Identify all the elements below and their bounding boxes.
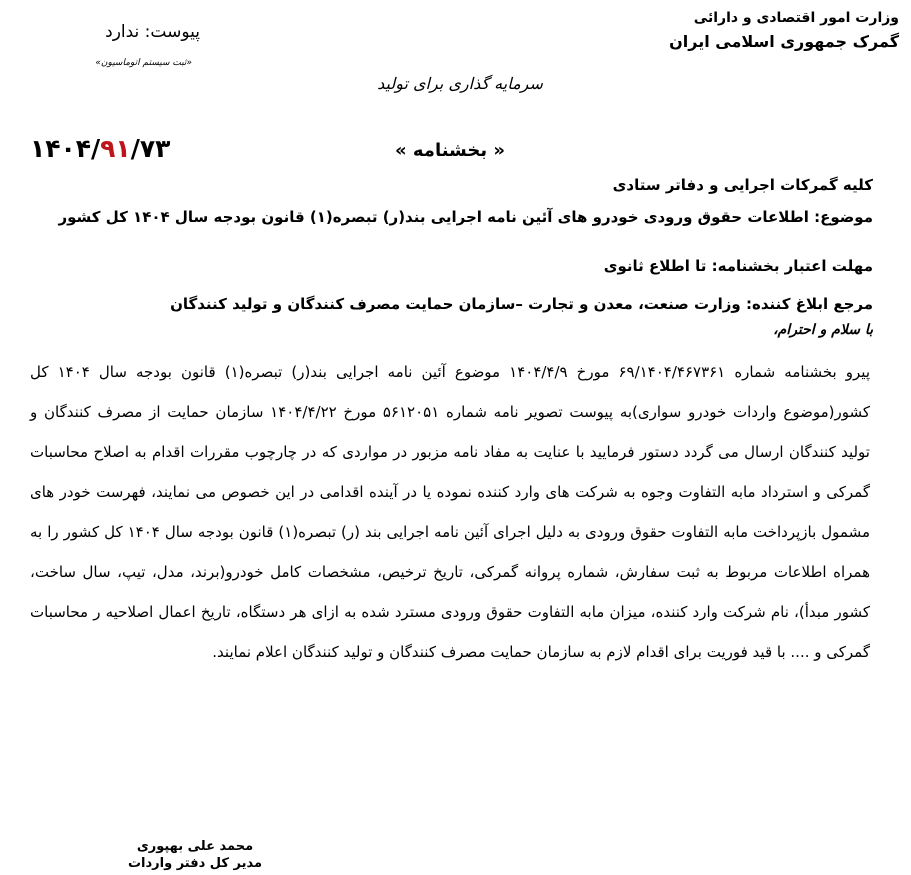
greeting: با سلام و احترام،	[773, 322, 873, 338]
signer-title: مدیر کل دفتر واردات	[127, 856, 263, 871]
circular-number	[30, 134, 170, 163]
reference-line: مرجع ابلاغ کننده: وزارت صنعت، معدن و تجارت –سازمان حمایت مصرف کنندگان و تولید کنندگان	[170, 295, 873, 313]
circular-number-year: ۱۴۰۴/	[30, 134, 101, 163]
ministry-name: وزارت امور اقتصادی و دارائی	[693, 10, 899, 26]
subject-line: موضوع: اطلاعات حقوق ورودی خودرو های آئین نامه اجرایی بند(ر) تبصره(۱) قانون بودجه سال ۱۴۰۴ کل کشور	[58, 208, 873, 226]
signature-block	[120, 838, 270, 872]
attachment-note: پیوست: ندارد	[105, 22, 200, 42]
validity-line: مهلت اعتبار بخشنامه: تا اطلاع ثانوی	[603, 257, 873, 275]
circular-number-code: ۹۱	[100, 134, 131, 163]
circular-title: « بخشنامه »	[394, 140, 505, 161]
slogan: سرمایه گذاری برای تولید	[377, 74, 543, 93]
ministry-header	[669, 6, 899, 54]
recipient-line: کلیه گمرکات اجرایی و دفاتر ستادی	[612, 176, 873, 194]
auto-registration-note: «ثبت سیستم اتوماسیون»	[95, 58, 192, 68]
circular-number-seq: /۷۳	[130, 134, 171, 163]
customs-name: گمرک جمهوری اسلامی ایران	[669, 32, 899, 51]
signer-name: محمد علی بهپوری	[136, 839, 254, 854]
circular-body: پیرو بخشنامه شماره ۶۹/۱۴۰۴/۴۶۷۳۶۱ مورخ ۱۴۰۴/۴/۹ موضوع آئین نامه اجرایی بند(ر) تبصره(۱) قانون بودجه سال ۱۴۰۴ کل کشور(موضوع واردات خودرو سواری)به پیوست تصویر نامه شماره ۵۶۱۲۰۵۱ مورخ ۱۴۰۴/۴/۲۲ سازمان حمایت از مصرف کنندگان و تولید کنندگان ارسال می گردد دستور فرمایید با عنایت به مفاد نامه مزبور در مواردی که در چارچوب مقررات اقدام به اصلاح محاسبات گمرکی و استرداد مابه التفاوت وجوه به شرکت های وارد کننده نموده یا در آینده اقدامی در این خصوص می نمایند، فهرست خودر های مشمول بازپرداخت مابه التفاوت حقوق ورودی به دلیل اجرای آئین نامه اجرایی بند (ر) تبصره(۱) قانون بودجه سال ۱۴۰۴ کل کشور را به همراه اطلاعات مربوط به ثبت سفارش، شماره پروانه گمرکی، تاریخ ترخیص، مشخصات کامل خودرو(برند، مدل، تیپ، سال ساخت، کشور مبدأ)، نام شرکت وارد کننده، میزان مابه التفاوت حقوق ورودی مسترد شده به ازای هر دستگاه، تاریخ اعمال اصلاحیه ر محاسبات گمرکی و .... با قید فوریت برای اقدام لازم به سازمان حمایت مصرف کنندگان و تولید کنندگان اعلام نمایند.	[30, 363, 871, 661]
